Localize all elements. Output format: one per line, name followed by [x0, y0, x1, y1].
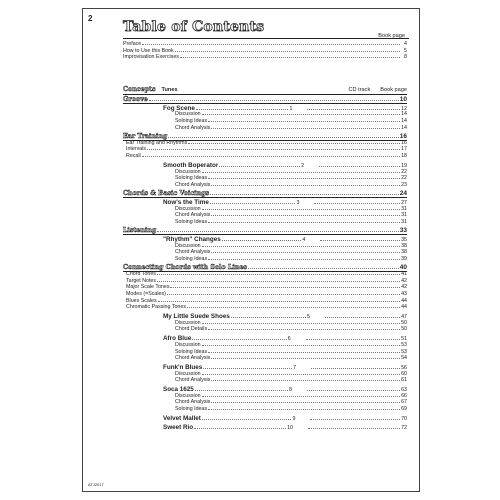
- dot-leader: [307, 109, 400, 110]
- entry-page: 47: [401, 314, 408, 320]
- entry-page: 31: [401, 218, 407, 225]
- entry-page: 44: [401, 297, 407, 304]
- cd-track-number: 8: [288, 387, 292, 393]
- dot-leader: [167, 294, 400, 295]
- dot-leader: [211, 185, 400, 186]
- entry-page: 24: [399, 190, 407, 198]
- dot-leader: [194, 428, 286, 429]
- dot-leader: [157, 281, 400, 282]
- entry-page: 44: [401, 304, 407, 311]
- dot-leader: [311, 368, 400, 369]
- entry-label: Intervals: [126, 146, 147, 153]
- entry-page: 53: [401, 341, 407, 348]
- dot-leader: [149, 100, 399, 101]
- dot-leader: [147, 149, 400, 150]
- front-matter-list: [123, 41, 407, 63]
- dot-leader: [210, 194, 399, 195]
- tune-title: Afro Blue: [163, 335, 192, 343]
- section-row: [123, 190, 407, 197]
- entry-page: 17: [401, 146, 407, 153]
- entry-page: 72: [401, 424, 407, 431]
- entry-label: Chord Details: [175, 326, 208, 333]
- footer-code: ATJ2017: [88, 482, 104, 487]
- entry-label: Modes (=Scales): [126, 290, 166, 297]
- dot-leader: [208, 259, 400, 260]
- entry-label: Recall: [126, 153, 141, 160]
- dot-leader: [314, 203, 400, 204]
- dot-leader: [222, 240, 302, 241]
- dot-leader: [248, 268, 399, 269]
- list-item: [123, 153, 407, 160]
- dot-leader: [325, 317, 400, 318]
- entry-label: Discussion: [175, 111, 201, 118]
- entry-label: Chord Analysis: [175, 377, 211, 384]
- dot-leader: [202, 114, 400, 115]
- entry-label: Ear Training and Rhythms: [126, 139, 188, 146]
- dot-leader: [320, 240, 400, 241]
- cd-track-number: 9: [292, 415, 296, 422]
- tune-title: Fog Scene: [163, 104, 195, 112]
- list-item: [123, 406, 407, 413]
- dot-leader: [170, 287, 400, 288]
- cd-track-number: 4: [302, 236, 306, 243]
- section-row: [123, 227, 407, 234]
- contents-list: [123, 96, 407, 481]
- entry-label: Blues Scales: [126, 297, 157, 304]
- entry-page: 22: [401, 168, 407, 175]
- entry-page: 42: [401, 277, 407, 284]
- entry-label: How to Use this Book: [123, 47, 174, 54]
- entry-label: Preface: [123, 41, 142, 47]
- tune-title: Soca 1625: [163, 386, 194, 393]
- section-title: Groove: [123, 96, 148, 103]
- entry-page: 42: [401, 284, 407, 291]
- dot-leader: [195, 390, 288, 391]
- tune-row: [123, 415, 407, 422]
- dot-leader: [175, 51, 400, 52]
- entry-label: Improvisation Exercises: [123, 54, 179, 60]
- entry-label: Chord Tones: [126, 270, 156, 277]
- entry-page: 19: [401, 162, 408, 169]
- dot-leader: [319, 166, 400, 167]
- cd-track-number: 2: [301, 162, 305, 169]
- list-item: [123, 256, 407, 263]
- cd-track-number: 6: [287, 336, 291, 343]
- entry-page: 14: [401, 124, 407, 131]
- dot-leader: [202, 419, 292, 420]
- entry-page: 33: [399, 227, 407, 235]
- dot-leader: [158, 301, 400, 302]
- dot-leader: [202, 374, 400, 375]
- entry-label: Discussion: [175, 205, 201, 212]
- book-page: [82, 8, 420, 492]
- tune-title: "Rhythm" Changes: [163, 235, 221, 243]
- dot-leader: [202, 246, 400, 247]
- section-title: Connecting Chords with Solo Lines: [123, 264, 247, 272]
- entry-page: 51: [401, 336, 408, 343]
- entry-page: 67: [401, 399, 407, 406]
- entry-page: 12: [401, 105, 408, 112]
- dot-leader: [219, 166, 300, 167]
- dot-leader: [310, 419, 400, 420]
- dot-leader: [157, 231, 399, 232]
- cd-track-number: 1: [289, 105, 293, 112]
- dot-leader: [308, 428, 400, 429]
- book-page-col-header: Book page: [380, 87, 407, 93]
- dot-leader: [192, 339, 286, 340]
- entry-page: 41: [401, 270, 407, 277]
- dot-leader: [202, 323, 400, 324]
- dot-leader: [208, 121, 400, 122]
- entry-page: 61: [401, 377, 407, 384]
- entry-label: Soloing Ideas: [175, 406, 208, 413]
- front-matter-row: [123, 54, 407, 61]
- entry-label: Chord Analysis: [175, 355, 211, 362]
- entry-label: Soloing Ideas: [175, 218, 208, 225]
- list-item: [123, 377, 407, 384]
- dot-leader: [202, 209, 400, 210]
- entry-label: Soloing Ideas: [175, 348, 208, 355]
- dot-leader: [231, 317, 306, 318]
- tune-title: Smooth Boperator: [163, 161, 219, 169]
- entry-page: 40: [399, 264, 407, 272]
- dot-leader: [142, 44, 400, 45]
- dot-leader: [202, 345, 400, 346]
- entry-label: Discussion: [175, 341, 201, 348]
- cd-track-number: 10: [287, 424, 293, 431]
- entry-label: Chord Analysis: [175, 399, 211, 406]
- entry-page: 50: [401, 326, 407, 333]
- entry-label: Major Scale Tones: [126, 284, 170, 291]
- entry-page: 56: [401, 364, 407, 371]
- cd-track-header: CD track: [348, 87, 371, 93]
- entry-label: Discussion: [175, 370, 201, 377]
- entry-label: Soloing Ideas: [175, 118, 208, 125]
- dot-leader: [196, 109, 289, 110]
- cd-track-number: 5: [306, 314, 310, 320]
- entry-page: 50: [401, 319, 407, 326]
- dot-leader: [307, 390, 400, 391]
- entry-label: Discussion: [175, 242, 201, 249]
- entry-page: 16: [401, 139, 407, 146]
- list-item: [123, 182, 407, 189]
- dot-leader: [187, 307, 400, 308]
- dot-leader: [211, 358, 400, 359]
- entry-label: Chord Analysis: [175, 124, 211, 131]
- tune-title: Velvet Mallet: [163, 414, 201, 422]
- tune-title: Sweet Rio: [163, 423, 194, 431]
- entry-page: 53: [401, 348, 407, 355]
- section-title: Chords & Basic Voicings: [123, 190, 210, 198]
- cd-track-number: 3: [296, 199, 300, 206]
- section-title: Ear Training: [123, 133, 168, 140]
- column-headers: [123, 86, 407, 96]
- entry-page: 8: [404, 54, 407, 60]
- column-header-rule: [123, 94, 407, 95]
- entry-page: 63: [401, 387, 408, 393]
- entry-page: 60: [401, 370, 407, 377]
- dot-leader: [202, 172, 400, 173]
- dot-leader: [202, 396, 400, 397]
- entry-page: 23: [401, 181, 407, 188]
- dot-leader: [180, 57, 400, 58]
- tune-title: Funk'n Blues: [163, 363, 203, 371]
- entry-page: 39: [401, 255, 407, 262]
- entry-label: Chord Analysis: [175, 249, 211, 256]
- entry-label: Target Notes: [126, 277, 157, 284]
- entry-page: 31: [401, 205, 407, 212]
- dot-leader: [211, 252, 400, 253]
- entry-page: 27: [401, 199, 407, 206]
- entry-label: Discussion: [175, 392, 201, 399]
- entry-label: Discussion: [175, 319, 201, 326]
- entry-page: 10: [399, 96, 407, 103]
- dot-leader: [208, 352, 400, 353]
- entry-label: Soloing Ideas: [175, 175, 208, 182]
- entry-page: 38: [401, 242, 407, 249]
- entry-label: Chord Analysis: [175, 181, 211, 188]
- column-header-row: [123, 86, 407, 93]
- entry-page: 4: [404, 41, 407, 47]
- dot-leader: [168, 137, 398, 138]
- tune-title: My Little Suede Shoes: [163, 313, 230, 320]
- dot-leader: [211, 128, 400, 129]
- list-item: [123, 304, 407, 311]
- dot-leader: [188, 143, 400, 144]
- list-item: [123, 355, 407, 362]
- entry-page: 70: [401, 415, 408, 422]
- page-title: Table of Contents: [123, 19, 265, 35]
- dot-leader: [208, 222, 400, 223]
- entry-page: 16: [399, 133, 407, 140]
- entry-page: 5: [404, 47, 407, 54]
- dot-leader: [211, 402, 400, 403]
- dot-leader: [142, 156, 400, 157]
- cd-track-number: 7: [293, 364, 297, 371]
- dot-leader: [306, 339, 400, 340]
- entry-label: Chromatic Passing Tones: [126, 304, 186, 311]
- dot-leader: [211, 215, 400, 216]
- entry-label: Chord Analysis: [175, 212, 211, 219]
- dot-leader: [211, 380, 400, 381]
- tune-title: Now's the Time: [163, 198, 209, 206]
- tunes-header: Tunes: [161, 87, 178, 93]
- dot-leader: [208, 178, 400, 179]
- dot-leader: [208, 329, 400, 330]
- entry-page: 43: [401, 290, 407, 297]
- book-page-header: Book page: [378, 33, 405, 39]
- entry-page: 69: [401, 406, 407, 413]
- concepts-header: Concepts: [123, 86, 156, 93]
- dot-leader: [203, 368, 292, 369]
- entry-label: Discussion: [175, 168, 201, 175]
- entry-page: 18: [401, 153, 407, 160]
- list-item: [123, 219, 407, 226]
- entry-page: 38: [401, 249, 407, 256]
- tune-row: [123, 424, 407, 431]
- entry-page: 66: [401, 392, 407, 399]
- dot-leader: [210, 203, 296, 204]
- entry-page: 14: [401, 118, 407, 125]
- list-item: [123, 125, 407, 132]
- dot-leader: [157, 274, 400, 275]
- dot-leader: [208, 409, 400, 410]
- entry-page: 35: [401, 236, 407, 243]
- entry-page: 31: [401, 212, 407, 219]
- entry-page: 22: [401, 175, 407, 182]
- entry-page: 54: [401, 355, 407, 362]
- title-rule: [123, 38, 409, 39]
- page-number: 2: [88, 14, 93, 23]
- list-item: [123, 326, 407, 333]
- section-row: [123, 96, 407, 103]
- entry-page: 14: [401, 111, 407, 118]
- entry-label: Soloing Ideas: [175, 255, 208, 262]
- section-title: Listening: [123, 227, 157, 235]
